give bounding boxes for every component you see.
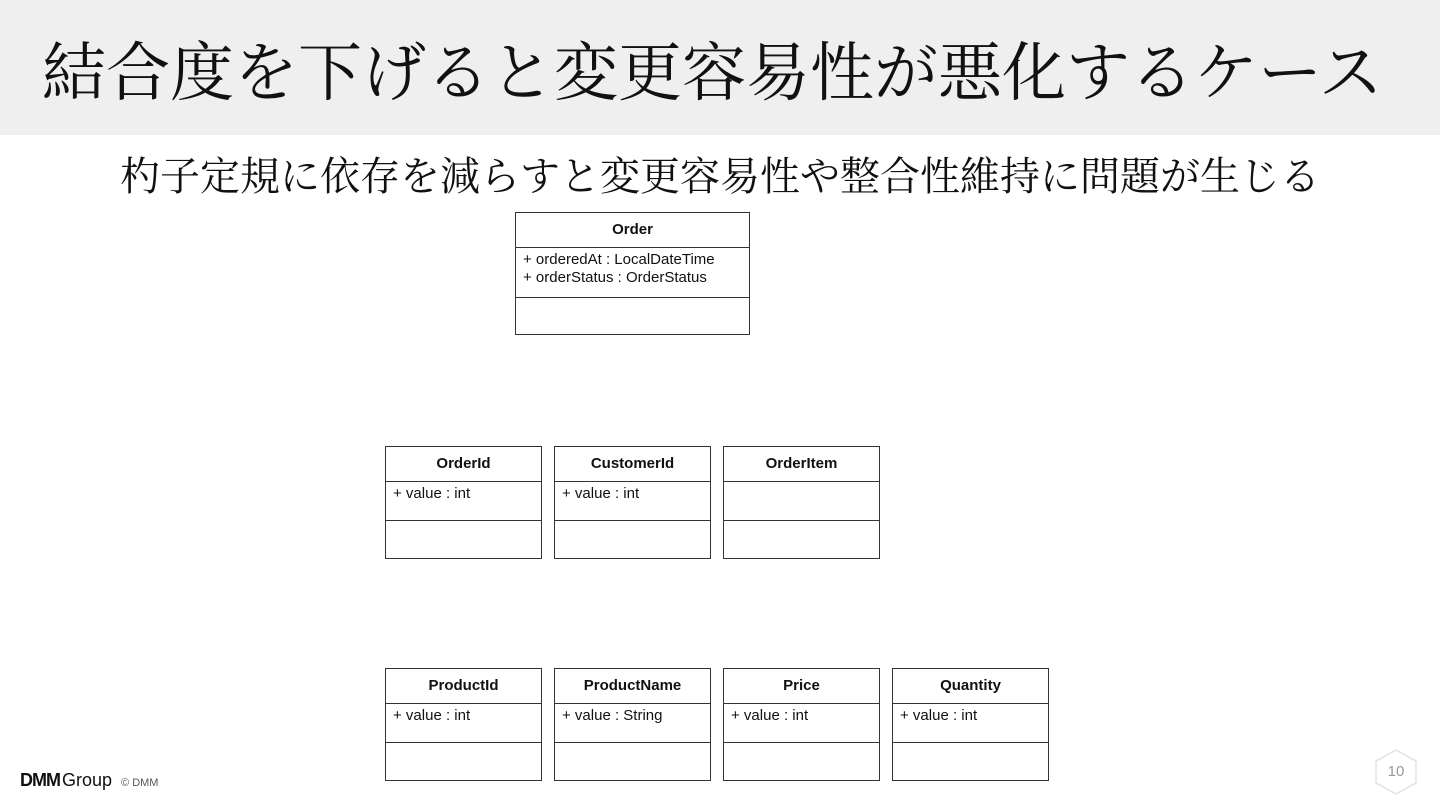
class-attributes — [893, 704, 1048, 743]
company-logo — [20, 770, 158, 791]
uml-class-orderitem — [723, 446, 880, 559]
uml-class-order — [515, 212, 750, 335]
class-name: OrderId — [386, 447, 541, 482]
class-name: Order — [516, 213, 749, 248]
class-attribute: + orderedAt : LocalDateTime — [523, 251, 715, 268]
class-attribute: + value : int — [393, 485, 471, 502]
uml-class-customerid — [554, 446, 711, 559]
class-attributes — [555, 704, 710, 743]
class-name: CustomerId — [555, 447, 710, 482]
class-attributes — [724, 704, 879, 743]
slide-title: 結合度を下げると変更容易性が悪化するケース — [42, 37, 1383, 111]
class-attribute: + value : int — [731, 707, 809, 724]
uml-class-orderid — [385, 446, 542, 559]
class-attribute: + value : int — [562, 485, 640, 502]
class-attribute: + orderStatus : OrderStatus — [523, 269, 707, 286]
logo-mark: DMM — [20, 770, 60, 790]
slide-subtitle: 杓子定規に依存を減らすと変更容易性や整合性維持に問題が生じる — [120, 154, 1320, 200]
class-name: OrderItem — [724, 447, 879, 482]
uml-class-productname — [554, 668, 711, 781]
class-name: ProductName — [555, 669, 710, 704]
class-attribute: + value : int — [900, 707, 978, 724]
class-attributes — [724, 482, 879, 521]
title-band — [0, 0, 1440, 135]
class-name: Price — [724, 669, 879, 704]
class-attributes — [516, 248, 749, 298]
copyright-text: © DMM — [121, 777, 159, 789]
logo-group-text: Group — [62, 770, 113, 790]
page-number-badge — [1373, 748, 1419, 796]
uml-class-quantity — [892, 668, 1049, 781]
class-name: Quantity — [893, 669, 1048, 704]
class-name: ProductId — [386, 669, 541, 704]
class-attributes — [386, 482, 541, 521]
class-attribute: + value : String — [562, 707, 663, 724]
uml-class-productid — [385, 668, 542, 781]
page-number: 10 — [1387, 763, 1405, 780]
class-attributes — [555, 482, 710, 521]
uml-class-price — [723, 668, 880, 781]
class-attribute: + value : int — [393, 707, 471, 724]
class-attributes — [386, 704, 541, 743]
